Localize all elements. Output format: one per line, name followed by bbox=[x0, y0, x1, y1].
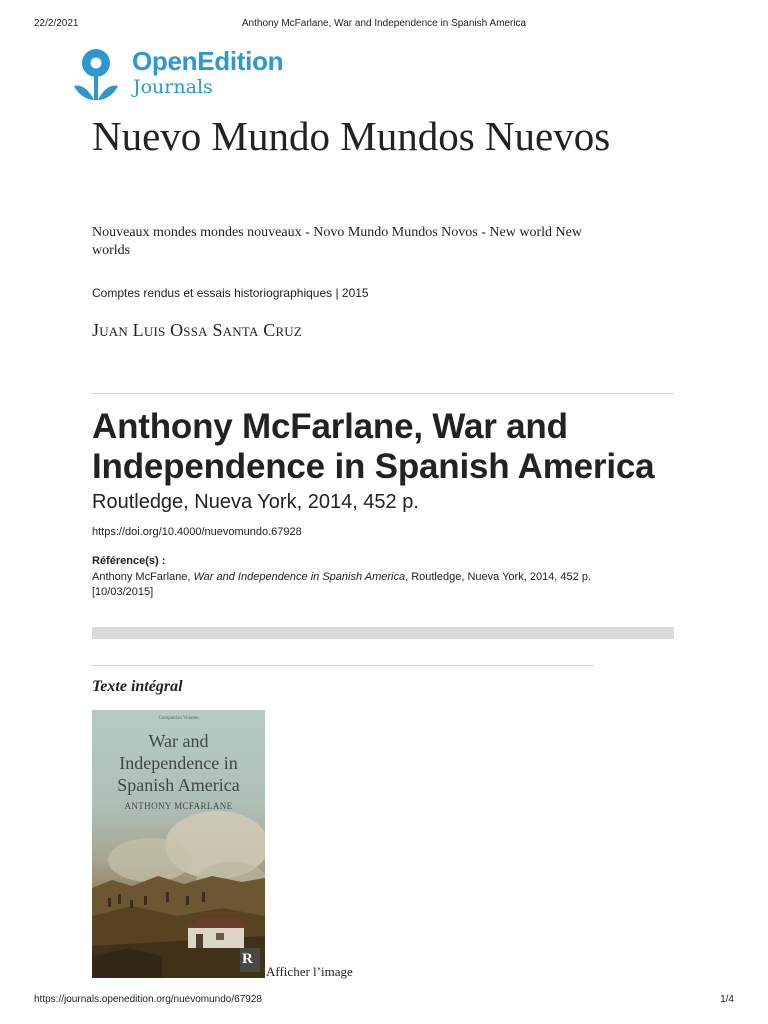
cover-title: War and Independence in Spanish America bbox=[117, 731, 240, 795]
journal-title: Nuevo Mundo Mundos Nuevos bbox=[92, 113, 611, 159]
show-image-link[interactable]: Afficher l’image bbox=[266, 964, 353, 979]
book-cover-image[interactable] bbox=[92, 710, 265, 978]
divider bbox=[92, 393, 674, 394]
section-label: Comptes rendus et essais historiographiques | 2015 bbox=[92, 286, 369, 300]
reference-author: Anthony McFarlane, bbox=[92, 571, 194, 583]
print-page-number: 1/4 bbox=[720, 994, 734, 1005]
reference-text bbox=[92, 570, 632, 600]
divider bbox=[92, 665, 594, 666]
reference-date: [10/03/2015] bbox=[92, 586, 154, 598]
journal-subtitle: Nouveaux mondes mondes nouveaux - Novo Mundo Mundos Novos - New world New worlds bbox=[92, 225, 582, 258]
print-url: https://journals.openedition.org/nuevomundo/67928 bbox=[34, 994, 262, 1005]
reference-label: Référence(s) : bbox=[92, 555, 166, 567]
print-header bbox=[0, 18, 768, 32]
reference-details: , Routledge, Nueva York, 2014, 452 p. bbox=[405, 571, 591, 583]
publisher-logo: R bbox=[242, 951, 253, 967]
full-text-heading: Texte intégral bbox=[92, 678, 183, 695]
article-subtitle: Routledge, Nueva York, 2014, 452 p. bbox=[92, 491, 419, 513]
reference-book-title: War and Independence in Spanish America bbox=[193, 571, 406, 583]
doi-link[interactable]: https://doi.org/10.4000/nuevomundo.67928 bbox=[92, 526, 302, 538]
print-page-title: Anthony McFarlane, War and Independence in Spanish America bbox=[241, 18, 527, 29]
logo-brand-text: OpenEdition bbox=[132, 46, 284, 76]
print-date: 22/2/2021 bbox=[34, 18, 79, 29]
article-title: Anthony McFarlane, War and Independence in Spanish America bbox=[92, 407, 655, 486]
cover-series: Companion Volume bbox=[158, 716, 199, 721]
cover-author: ANTHONY MCFARLANE bbox=[124, 801, 233, 811]
grey-bar bbox=[92, 627, 674, 639]
author-name[interactable]: Juan Luis Ossa Santa Cruz bbox=[92, 320, 303, 340]
logo-sub-text: Journals bbox=[133, 76, 213, 98]
openedition-flower-icon bbox=[72, 44, 128, 106]
